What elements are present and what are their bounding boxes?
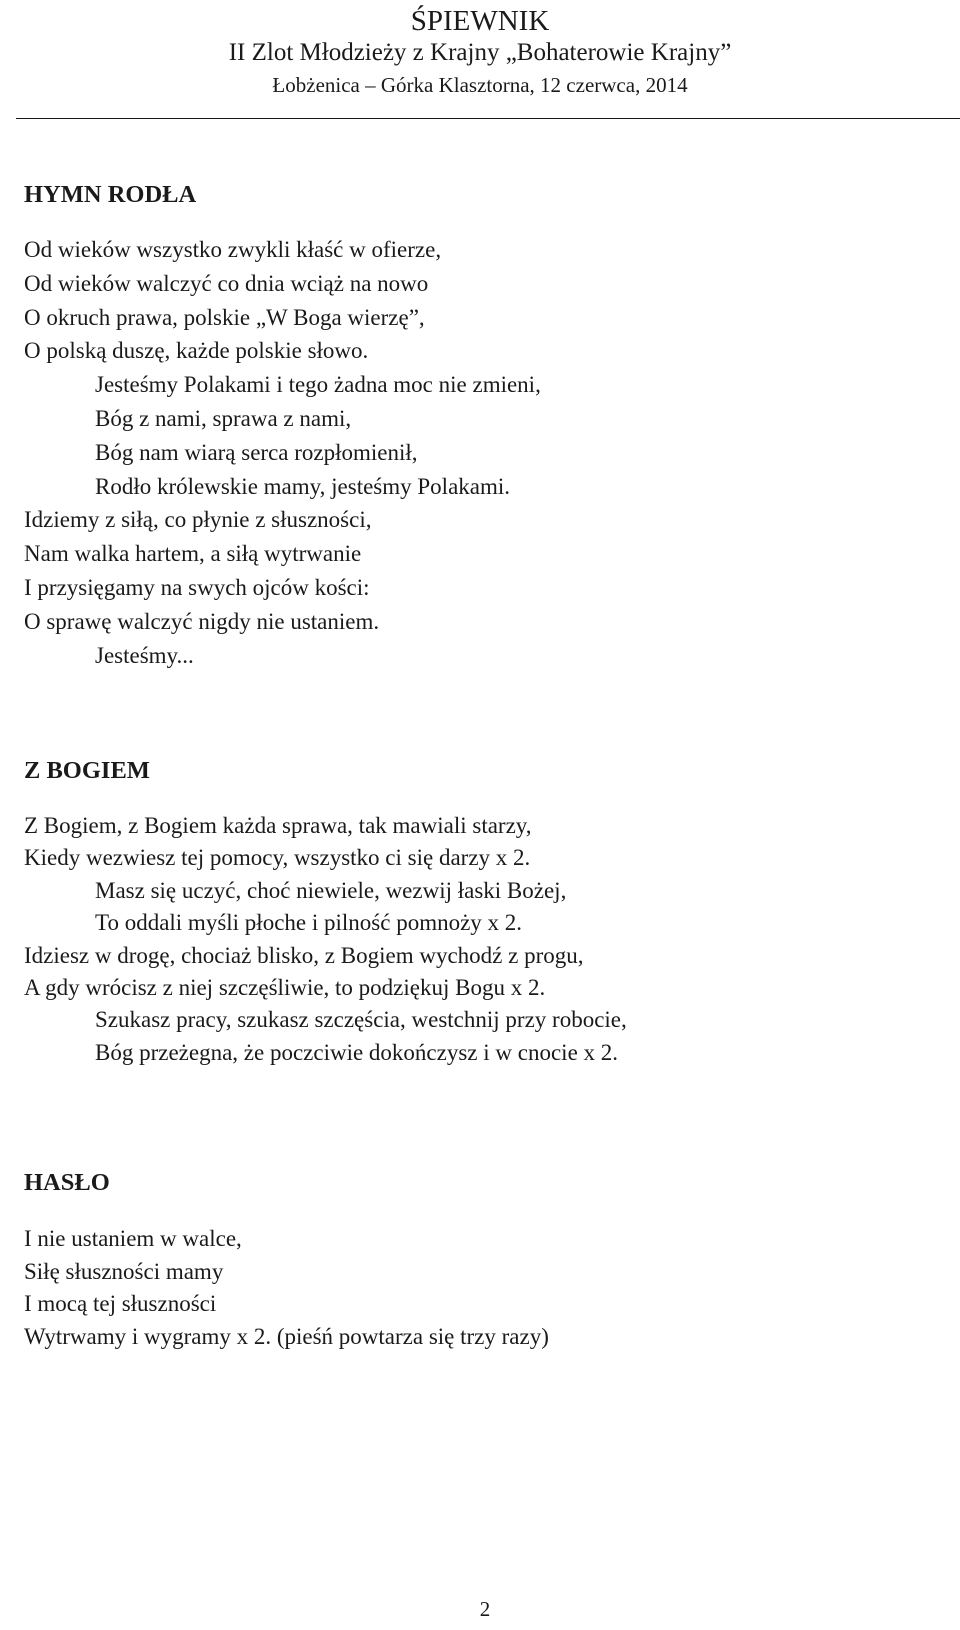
lyric-line: Od wieków wszystko zwykli kłaść w ofierze,: [24, 237, 442, 262]
lyric-line: Idziesz w drogę, chociaż blisko, z Bogiem wychodź z progu,: [24, 942, 584, 968]
song-title: Z BOGIEM: [24, 757, 150, 784]
lyric-line: Siłę słuszności mamy: [24, 1258, 224, 1284]
lyric-line: Nam walka hartem, a siłą wytrwanie: [24, 541, 362, 567]
song-lyrics: [24, 1223, 944, 1353]
lyric-line: O polską duszę, każde polskie słowo.: [24, 338, 369, 364]
song-lyrics: [24, 233, 944, 672]
lyric-line: Masz się uczyć, choć niewiele, wezwij łaski Bożej,: [95, 877, 567, 903]
lyric-line: Jesteśmy Polakami i tego żadna moc nie zmieni,: [95, 372, 541, 398]
lyric-line: Bóg z nami, sprawa z nami,: [95, 405, 352, 431]
lyric-line: A gdy wrócisz z niej szczęśliwie, to podziękuj Bogu x 2.: [24, 975, 546, 1001]
lyric-line: Szukasz pracy, szukasz szczęścia, westchnij przy robocie,: [95, 1007, 627, 1033]
song-haslo: [24, 1168, 944, 1353]
lyric-line: I mocą tej słuszności: [24, 1291, 217, 1317]
lyric-line: Od wieków walczyć co dnia wciąż na nowo: [24, 270, 429, 296]
lyric-line: To oddali myśli płoche i pilność pomnoży x 2.: [95, 910, 523, 936]
lyric-line: Bóg nam wiarą serca rozpłomienił,: [95, 439, 418, 465]
song-title: HYMN RODŁA: [24, 181, 197, 208]
page-header: [0, 0, 960, 122]
lyric-line: Rodło królewskie mamy, jesteśmy Polakami.: [95, 473, 511, 499]
lyric-line: I przysięgamy na swych ojców kości:: [24, 574, 370, 600]
song-z-bogiem: [24, 756, 944, 1069]
song-hymn-rodla: [24, 180, 944, 672]
lyric-line: Jesteśmy...: [95, 642, 194, 668]
lyric-line: I nie ustaniem w walce,: [24, 1226, 242, 1251]
page-number: 2: [479, 1597, 491, 1621]
header-divider: [16, 118, 960, 119]
lyric-line: Bóg przeżegna, że poczciwie dokończysz i w cnocie x 2.: [95, 1039, 619, 1065]
songbook-title: ŚPIEWNIK: [410, 5, 550, 37]
lyric-line: Z Bogiem, z Bogiem każda sprawa, tak mawiali starzy,: [24, 813, 532, 838]
lyric-line: O okruch prawa, polskie „W Boga wierzę”,: [24, 304, 425, 330]
song-title: HASŁO: [24, 1169, 110, 1196]
event-title: II Zlot Młodzieży z Krajny „Bohaterowie Krajny”: [228, 39, 732, 66]
song-lyrics: [24, 810, 944, 1069]
lyric-line: O sprawę walczyć nigdy nie ustaniem.: [24, 608, 380, 634]
lyric-line: Idziemy z siłą, co płynie z słuszności,: [24, 507, 372, 533]
lyric-line: Kiedy wezwiesz tej pomocy, wszystko ci się darzy x 2.: [24, 845, 531, 871]
lyric-line: Wytrwamy i wygramy x 2. (pieśń powtarza się trzy razy): [24, 1323, 549, 1349]
event-place-date: Łobżenica – Górka Klasztorna, 12 czerwca, 2014: [272, 73, 688, 97]
